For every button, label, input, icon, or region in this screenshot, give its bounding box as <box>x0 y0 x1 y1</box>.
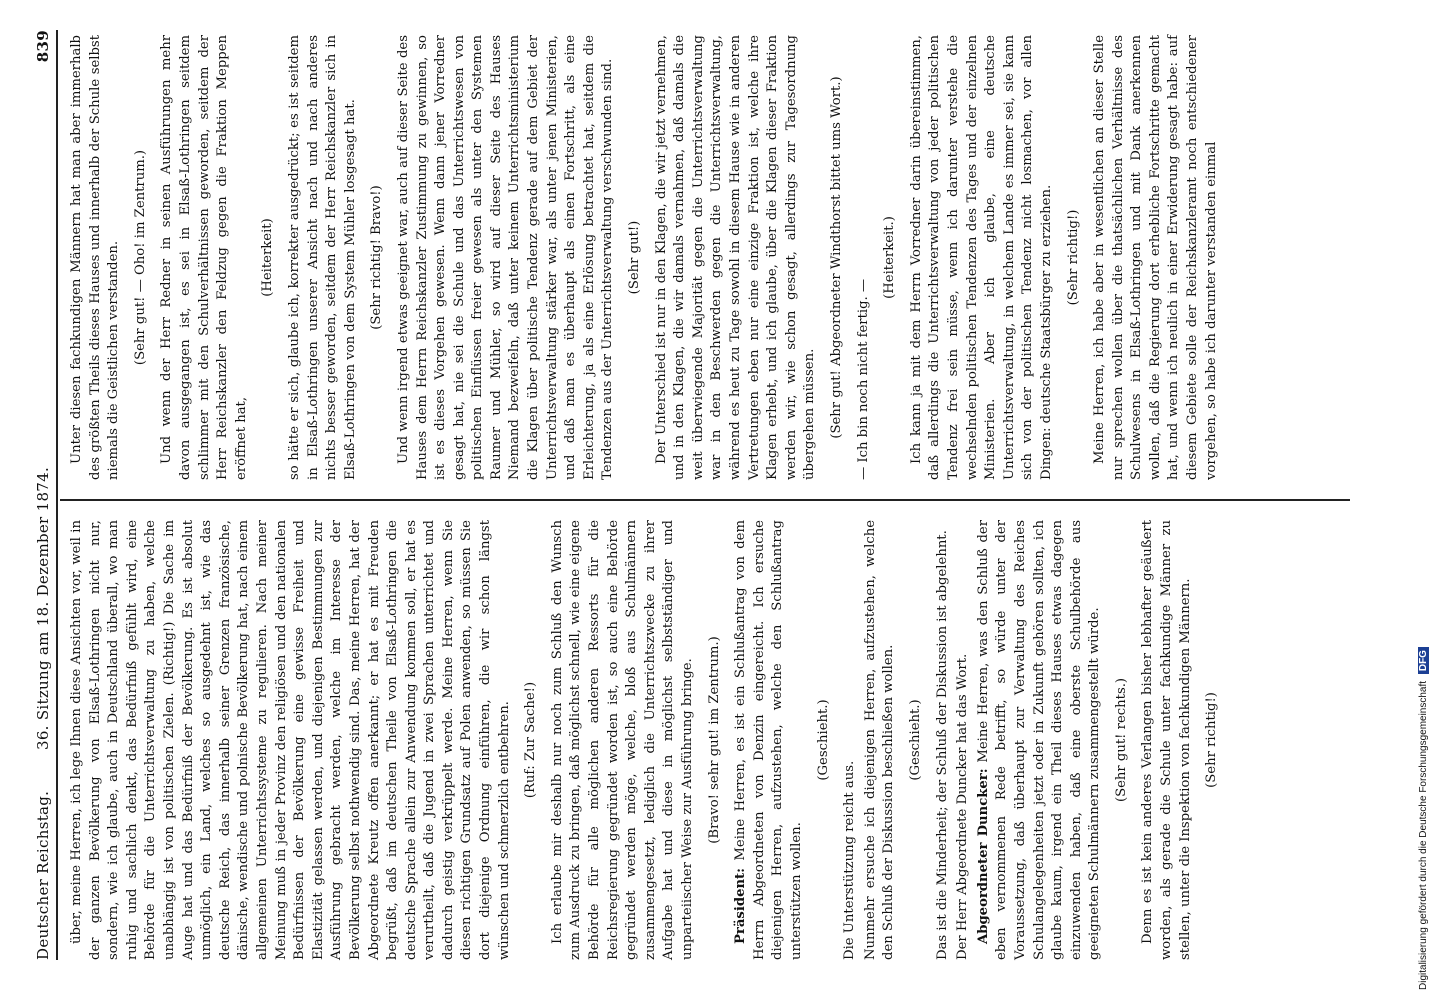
interjection <box>706 520 725 960</box>
paragraph <box>1139 520 1195 960</box>
interjection <box>1203 520 1222 960</box>
paragraph-text: (Heiterkeit) <box>260 218 276 297</box>
interjection <box>881 35 900 480</box>
paragraph-text: (Sehr richtig!) <box>1204 692 1220 788</box>
credit-text: Digitalisierung gefördert durch die Deutsche Forschungsgemeinschaft <box>1418 680 1429 990</box>
interjection <box>259 35 278 480</box>
paragraph-text: (Sehr richtig! Bravo!) <box>369 185 385 330</box>
paragraph <box>68 520 514 960</box>
paragraph-text: (Sehr gut! rechts.) <box>1113 677 1129 803</box>
header-title: Deutscher Reichstag. <box>34 790 52 960</box>
paragraph-text: Und wenn irgend etwas geeignet war, auch auf dieser Seite des Hauses dem Herrn Reichskanzler Zustimmung zu gewinnen, so ist es dieses Vorgehen gewesen. Wenn dann jener Vorredner gesagt hat, nie sei die Schule und das Unterrichtswesen von politischen Einflüssen freier gewesen als unter den Systemen Raumer und Mühler, so wird auf dieser Seite des Hauses Niemand bezweifeln, daß unter keinem Unterrichtsministerium die Klagen über politische Tendenz gerade auf dem Gebiet der Unterrichtsverwaltung stärker war, als unter jenen Ministerien, und daß man es überhaupt als einen Fortschritt, als eine Erleichterung, ja als eine Erlösung betrachtet hat, seitdem die Tendenzen aus der Unterrichtsverwaltung verschwunden sind. <box>395 35 616 480</box>
paragraph-text: (Sehr gut!) <box>627 220 643 295</box>
right-column <box>68 35 1223 480</box>
paragraph-text: Die Unterstützung reicht aus. <box>842 760 858 960</box>
interjection <box>132 35 151 480</box>
paragraph-text: Ich erlaube mir deshalb nur noch zum Schluß den Wunsch zum Ausdruck zu bringen, daß möglichst schnell, wie eine eigene Behörde für alle möglichen anderen Ressorts für die Reichsregierung gegründet worden ist, so auch eine Behörde gegründet werden möge, welche, bloß aus Schulmännern zusammengesetzt, lediglich die Unterrichtszwecke zu ihrer Aufgabe hat und diese in möglichst selbstständiger und unparteiischer Weise zur Ausführung bringe. <box>549 520 695 960</box>
paragraph <box>732 520 806 960</box>
paragraph-text: Meine Herren, ich habe aber in wesentlichen an dieser Stelle nur sprechen wollen über die thatsächlichen Verhältnisse des Schulwesens in Elsaß-Lothringen und mit Dank anerkennen wollen, daß die Regierung dort erhebliche Fortschritte gemacht hat, und wenn ich neulich in einer Erwiderung gesagt habe: auf diesem Gebiete solle der Reichskanzleramt noch entschiedener vorgehen, so habe ich darunter verstanden einmal <box>1092 35 1219 480</box>
paragraph <box>653 35 820 480</box>
paragraph <box>286 35 360 480</box>
interjection <box>626 35 645 480</box>
paragraph-text: (Sehr gut! — Oho! im Zentrum.) <box>132 149 148 366</box>
paragraph <box>549 520 698 960</box>
paragraph <box>395 35 618 480</box>
paragraph-text: so hätte er sich, glaube ich, korrekter ausgedrückt; es ist seitdem in Elsaß-Lothringen unserer Ansicht nach und nach anderes nichts besser geworden, seitdem der Herr Reichskanzler sich in Elsaß-Lothringen von dem System Mühler losgesagt hat. <box>286 35 358 480</box>
paragraph-text: (Geschieht.) <box>907 699 923 781</box>
paragraph-text: (Heiterkeit.) <box>882 216 898 299</box>
paragraph-text: — Ich bin noch nicht fertig. — <box>855 278 871 480</box>
interjection <box>815 520 834 960</box>
paragraph-text: über, meine Herren, ich lege Ihnen diese Ansichten vor, weil in der ganzen Bevölkerung von Elsaß-Lothringen nicht nur, sondern, wie ich glaube, auch in Deutschland überall, wo man ruhig und sachlich denkt, das Bedürfniß gefühlt wird, eine Behörde für die Unterrichtsverwaltung zu haben, welche unabhängig ist von politischen Zielen. (Richtig!) Die Sache im Auge hat und das Bedürfniß der Bevölkerung. Es ist absolut unmöglich, ein Land, welches so ausgedehnt ist, wie das deutsche Reich, das innerhalb seiner Grenzen französische, dänische, wendische und polnische Bevölkerung hat, nach einem allgemeinen Unterrichtssysteme zu regulieren. Nach meiner Meinung muß in jeder Provinz den religiösen und den nationalen Bedürfnissen der Bevölkerung eine gewisse Freiheit und Elastizität gelassen werden, und diejenigen Bestimmungen zur Ausführung gebracht werden, welche im Interesse der Bevölkerung selbst nothwendig sind. Das, meine Herren, hat der Abgeordnete Kreutz offen anerkannt; er hat es mit Freuden begrüßt, daß im deutschen Theile von Elsaß-Lothringen die deutsche Sprache allein zur Anwendung kommen soll, er hat es verurtheilt, daß die Jugend in zwei Sprachen unterrichtet und dadurch geistig verkrüppelt werde. Meine Herren, wenn Sie diesen richtigen Grundsatz auf Polen anwenden, so müssen Sie dort diejenige Ordnung einführen, die wir schon längst wünschen und schmerzlich entbehren. <box>69 520 512 960</box>
paragraph <box>855 35 874 480</box>
paragraph-text: (Ruf: Zur Sache!) <box>523 681 539 799</box>
paragraph <box>841 520 860 960</box>
paragraph-text: Meine Herren, es ist ein Schlußantrag von dem Herrn Abgeordneten von Denzin eingereicht. Ich ersuche diejenigen Herren, aufzustehen, welche den Schlußantrag unterstützen wollen. <box>733 520 804 960</box>
header-session: 36. Sitzung am 18. Dezember 1874. <box>34 466 52 750</box>
paragraph-text: Unter diesen fachkundigen Männern hat man aber immerhalb des größten Theils dieses Hauses und innerhalb der Schule selbst niemals die Geistlichen verstanden. <box>69 35 122 480</box>
paragraph-text: (Bravo! sehr gut! im Zentrum.) <box>706 636 722 844</box>
paragraph-text: Das ist die Minderheit; der Schluß der Diskussion ist abgelehnt. <box>934 530 950 960</box>
paragraph <box>1091 35 1221 480</box>
paragraph <box>862 520 899 960</box>
paragraph-text: Denn es ist kein anderes Verlangen bisher lebhafter geäußert worden, als gerade die Schule unter fachkundige Männer zu stellen, unter die Inspektion von fachkundigen Männern. <box>1140 520 1193 960</box>
speaker-name: Präsident: <box>733 867 749 944</box>
paragraph <box>954 520 973 960</box>
paragraph-text: (Geschieht.) <box>815 699 831 781</box>
interjection <box>907 520 926 960</box>
paragraph-text: Meine Herren, was den Schluß der eben vernommenen Rede betrifft, so würde unter der Voraussetzung, daß überhaupt zur Verwaltung des Reiches Schulangelegenheiten jetzt oder in Zukunft gehören sollten, ich glaube kaum, irgend ein Theil dieses Hauses etwas dagegen einzuwenden haben, daß eine oberste Schulbehörde aus geeigneten Schulmännern zusammengestellt würde. <box>975 520 1103 960</box>
interjection <box>1065 35 1084 480</box>
paragraph <box>934 520 953 960</box>
paragraph-text: Der Unterschied ist nur in den Klagen, die wir jetzt vernehmen, und in den Klagen, die wir damals vernahmen, daß damals die weit überwiegende Majorität gegen die Unterrichtsverwaltung war in den Beschwerden gegen die Unterrichtsverwaltung, während es heut zu Tage sowohl in diesem Hause wie in anderen Vertretungen eben nur eine einzige Fraktion ist, welche ihre Klagen erhebt, und ich glaube, über die Klagen dieser Fraktion werden wir, wie schon gesagt, allerdings zur Tagesordnung übergehen müssen. <box>653 35 818 480</box>
interjection <box>522 520 541 960</box>
paragraph <box>975 520 1105 960</box>
left-column <box>68 520 1230 960</box>
speaker-name: Abgeordneter Duncker: <box>975 768 991 944</box>
paragraph-text: Und wenn der Herr Redner in seinen Ausführungen mehr davon ausgegangen ist, es sei in Elsaß-Lothringen seitdem schlimmer mit den Schulverhältnissen geworden, seitdem der Herr Reichskanzler den Feldzug gegen die Fraktion Meppen eröffnet hat, <box>159 35 249 480</box>
interjection <box>828 35 847 480</box>
paragraph <box>908 35 1057 480</box>
paragraph <box>158 35 251 480</box>
digitization-credit <box>1418 10 1432 990</box>
paragraph-text: (Sehr richtig!) <box>1065 209 1081 306</box>
paragraph-text: Der Herr Abgeordnete Duncker hat das Wort. <box>955 653 971 960</box>
header-rule <box>56 30 58 960</box>
paragraph-text: Nunmehr ersuche ich diejenigen Herren, aufzustehen, welche den Schluß der Diskussion beschließen wollen. <box>862 520 897 960</box>
paragraph-text: Ich kann ja mit dem Herrn Vorredner darin übereinstimmen, daß allerdings die Unterrichtsverwaltung von jeder politischen Tendenz frei sein müsse, wenn ich darunter verstehe die wechselnden politischen Tendenzen des Tages und der einzelnen Ministerien. Aber ich glaube, eine deutsche Unterrichtsverwaltung, in welchem Lande es immer sei, sie kann sich von der politischen Tendenz nicht losmachen, vor allen Dingen: deutsche Staatsbürger zu erziehen. <box>908 35 1054 480</box>
interjection <box>1113 520 1132 960</box>
page-number: 839 <box>34 30 52 63</box>
paragraph-text: (Sehr gut! Abgeordneter Windthorst bittet ums Wort.) <box>828 76 844 439</box>
dfg-logo: DFG <box>1418 647 1429 674</box>
column-divider <box>60 500 1350 502</box>
interjection <box>368 35 387 480</box>
paragraph <box>68 35 124 480</box>
